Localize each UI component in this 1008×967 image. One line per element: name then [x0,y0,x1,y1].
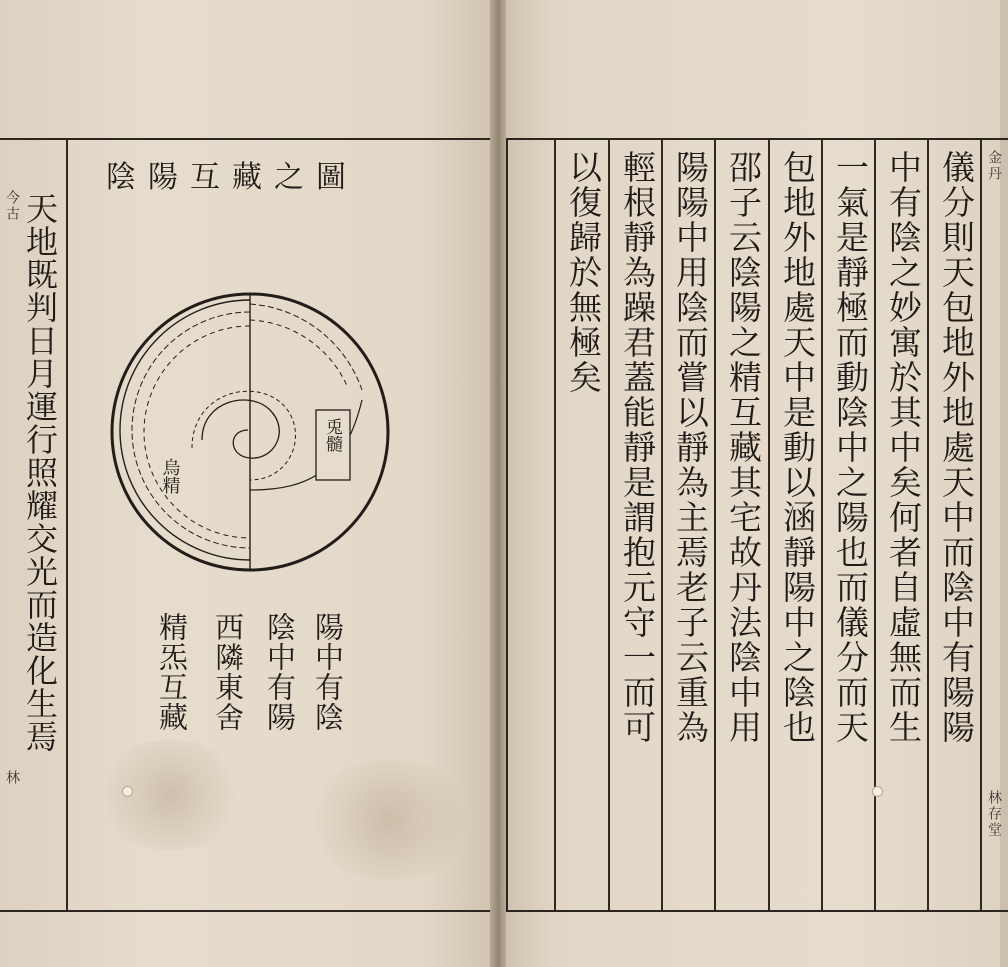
center-spiral [202,400,279,458]
column-rule [66,140,68,910]
spiral-hatch [192,391,295,480]
text-column: 輕根靜為躁君蓋能靜是謂抱元守一而可 [618,150,657,745]
right-page [506,0,1000,967]
text-column: 以復歸於無極矣 [564,150,603,395]
paper-stain [300,760,480,880]
binding-hole [872,786,883,797]
right-hatch-ring [250,304,362,390]
left-hatch-ring-inner [144,326,250,538]
poem-line: 精炁互藏 [155,612,189,732]
text-column: 一氣是靜極而動陰中之陽也而儀分而天 [831,150,870,745]
right-margin-label-bottom: 林存堂 [986,790,1002,838]
text-column: 包地外地處天中是動以涵靜陽中之陰也 [778,150,817,745]
left-margin-label-bottom: 林 [4,770,20,786]
poem-line: 陰中有陽 [263,612,297,732]
diagram-label-left: 烏精 [159,458,181,494]
right-margin-label-top: 金丹 [986,150,1002,182]
binding-hole [122,786,133,797]
left-side-column-text: 天地既判日月運行照耀交光而造化生焉 [21,192,59,753]
poem-line: 陽中有陰 [311,612,345,732]
column-rule [554,140,556,910]
diagram-label-right: 兎髓 [322,418,342,452]
paper-stain [90,740,250,850]
left-page [0,0,496,967]
poem-line: 西隣東舍 [211,612,245,732]
text-column: 中有陰之妙寓於其中矣何者自虛無而生 [884,150,923,745]
left-ring-edge [120,300,250,560]
text-column: 邵子云陰陽之精互藏其宅故丹法陰中用 [724,150,763,745]
text-column: 儀分則天包地外地處天中而陰中有陽陽 [937,150,976,745]
left-margin-label-top: 今古 [4,190,20,222]
diagram-title: 陰陽互藏之圖 [106,160,358,195]
right-hatch-ring-inner [250,320,348,388]
text-column: 陽陽中用陰而嘗以靜為主焉老子云重為 [671,150,710,745]
yin-yang-diagram [100,290,400,580]
